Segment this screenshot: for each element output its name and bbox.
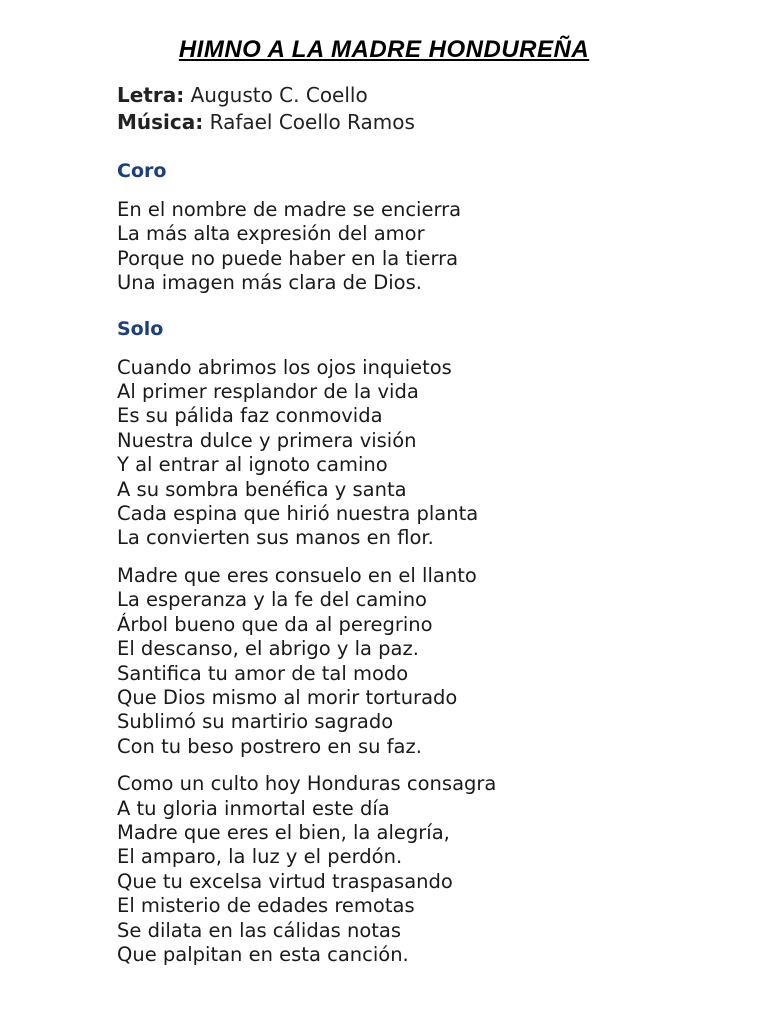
verse-line: Porque no puede haber en la tierra (117, 246, 459, 270)
verse-line: Que palpitan en esta canción. (117, 942, 409, 966)
verse-line: A su sombra benéfica y santa (117, 477, 407, 501)
verse-line: El misterio de edades remotas (117, 894, 415, 918)
lyrics-credit-label: Letra: (117, 83, 185, 107)
verse-line: A tu gloria inmortal este día (117, 796, 390, 820)
music-credit (117, 109, 757, 136)
verse-line: Madre que eres consuelo en el llanto (117, 563, 477, 587)
hymn-content (117, 82, 757, 967)
verse-line: Una imagen más clara de Dios. (117, 271, 422, 295)
verse-line: Y al entrar al ignoto camino (117, 453, 388, 477)
verse-line: En el nombre de madre se encierra (117, 198, 462, 221)
verse-line: Nuestra dulce y primera visión (117, 428, 417, 452)
solo-stanza-2 (117, 564, 757, 759)
verse-line: La esperanza y la fe del camino (117, 588, 427, 612)
verse-line: Como un culto hoy Honduras consagra (117, 772, 497, 796)
verse-line: Árbol bueno que da al peregrino (117, 612, 433, 636)
coro-heading: Coro (117, 160, 167, 182)
verse-line: Sublimó su martirio sagrado (117, 710, 394, 734)
verse-line: Santifica tu amor de tal modo (117, 661, 409, 685)
credits-block (117, 82, 757, 136)
verse-line: Cuando abrimos los ojos inquietos (117, 355, 452, 379)
coro-stanza (117, 198, 757, 296)
solo-stanza-3 (117, 772, 757, 967)
verse-line: Que tu excelsa virtud traspasando (117, 869, 453, 893)
verse-line: Madre que eres el bien, la alegría, (117, 820, 450, 844)
verse-line: Con tu beso postrero en su faz. (117, 734, 422, 758)
lyrics-credit (117, 82, 757, 109)
verse-line: Cada espina que hirió nuestra planta (117, 502, 479, 526)
verse-line: La convierten sus manos en flor. (117, 526, 434, 550)
verse-line: Que Dios mismo al morir torturado (117, 685, 458, 709)
solo-heading: Solo (117, 317, 164, 340)
page-title: HIMNO A LA MADRE HONDUREÑA (178, 36, 590, 63)
verse-line: La más alta expresión del amor (117, 222, 425, 246)
lyrics-credit-value: Augusto C. Coello (184, 83, 368, 107)
music-credit-label: Música: (117, 110, 204, 134)
music-credit-value: Rafael Coello Ramos (203, 110, 415, 134)
verse-line: Es su pálida faz conmovida (117, 404, 383, 428)
verse-line: Al primer resplandor de la vida (117, 380, 419, 404)
verse-line: Se dilata en las cálidas notas (117, 918, 402, 942)
solo-stanza-1 (117, 356, 757, 551)
verse-line: El descanso, el abrigo y la paz. (117, 637, 419, 661)
verse-line: El amparo, la luz y el perdón. (117, 845, 403, 869)
